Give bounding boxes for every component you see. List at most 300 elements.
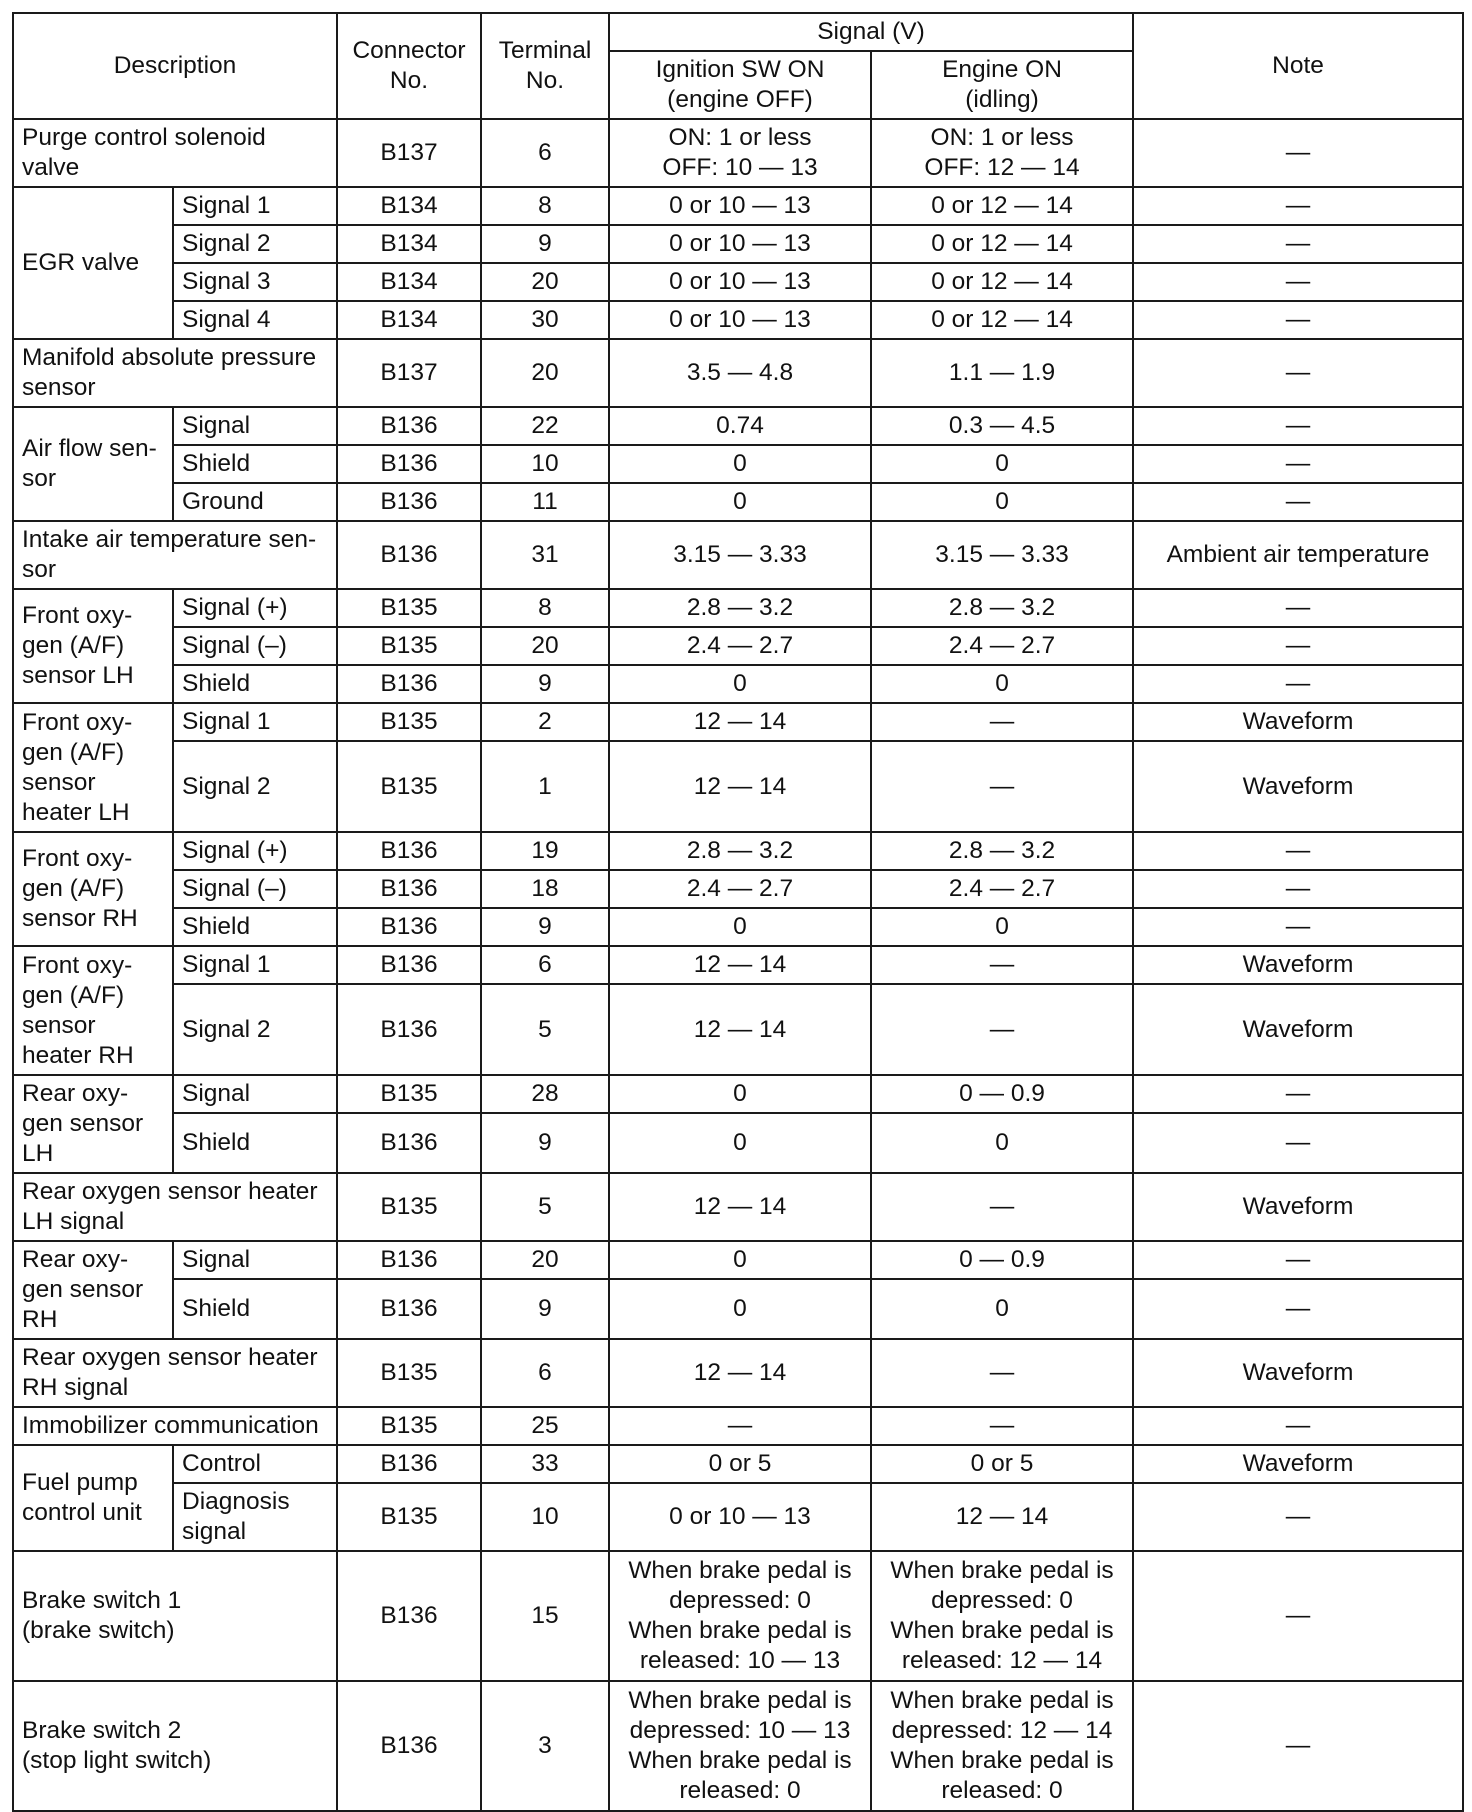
engine-on-cell-text: 0 or 12 — 14 [931,192,1073,219]
header-description: Description [13,13,337,119]
connector-cell [337,521,481,589]
sub-description-cell [173,187,337,225]
sub-description-cell [173,665,337,703]
engine-on-cell [871,1279,1133,1339]
note-cell [1133,1279,1463,1339]
connector-cell [337,870,481,908]
terminal-cell-text: 9 [538,670,552,697]
sub-description-cell [173,1241,337,1279]
ignition-on-cell [609,870,871,908]
ignition-on-cell [609,187,871,225]
connector-cell-text: B136 [380,1295,438,1322]
description-cell-text: EGR valve [22,249,140,276]
engine-on-cell-text: — [989,708,1015,735]
connector-cell [337,908,481,946]
sub-description-cell-text: Control [182,1450,261,1477]
ignition-on-cell-text: 0 [733,450,747,477]
description-cell [13,1681,337,1811]
table-header [13,13,1463,119]
note-cell [1133,665,1463,703]
terminal-cell-text: 33 [531,1450,559,1477]
table-row [13,1173,1463,1241]
ignition-on-cell [609,703,871,741]
connector-cell [337,1173,481,1241]
description-cell-text: Immobilizer communication [22,1412,319,1439]
sub-description-cell [173,1279,337,1339]
ignition-on-cell [609,741,871,832]
ignition-on-cell [609,263,871,301]
note-cell [1133,301,1463,339]
sub-description-cell-text: Shield [182,1129,251,1156]
sub-description-cell-text: Ground [182,488,264,515]
ignition-on-cell [609,1075,871,1113]
note-cell [1133,908,1463,946]
ignition-on-cell-text: 0 [733,488,747,515]
note-cell-text: — [1285,875,1311,902]
terminal-cell [481,1407,609,1445]
description-cell [13,589,173,703]
table-row [13,445,1463,483]
connector-cell [337,187,481,225]
note-cell-text: Waveform [1242,1015,1354,1043]
ignition-on-cell-text: 3.5 — 4.8 [686,359,794,386]
note-cell-text: Waveform [1242,708,1354,735]
terminal-cell [481,339,609,407]
table-row [13,119,1463,187]
sub-description-cell [173,870,337,908]
ignition-on-cell [609,225,871,263]
sub-description-cell [173,483,337,521]
ignition-on-cell [609,832,871,870]
terminal-cell-text: 10 [531,1503,559,1530]
connector-cell [337,627,481,665]
sub-description-cell-text: Signal 1 [182,192,271,219]
ignition-on-cell-text: 12 — 14 [693,772,787,800]
engine-on-cell-text: 2.8 — 3.2 [948,594,1056,621]
engine-on-cell-text: 0 or 5 [970,1450,1034,1477]
engine-on-cell-text: 2.8 — 3.2 [948,837,1056,864]
note-cell-text: — [1285,359,1311,386]
connector-cell [337,119,481,187]
terminal-cell [481,589,609,627]
note-cell-text: — [1285,594,1311,621]
ignition-on-cell-text: 0 or 10 — 13 [669,192,811,219]
description-cell [13,832,173,946]
terminal-cell [481,445,609,483]
engine-on-cell [871,1113,1133,1173]
sub-description-cell [173,1445,337,1483]
engine-on-cell [871,1173,1133,1241]
engine-on-cell-text: 0 [995,488,1009,515]
terminal-cell [481,119,609,187]
connector-cell-text: B135 [380,1503,438,1530]
terminal-cell-text: 1 [538,772,552,800]
note-cell-text: — [1285,192,1311,219]
engine-on-cell-text: — [989,772,1015,800]
sub-description-cell-text: Shield [182,450,251,477]
note-cell-text: — [1285,1503,1311,1530]
note-cell [1133,1483,1463,1551]
ignition-on-cell-text: 12 — 14 [693,1193,787,1220]
connector-cell-text: B135 [380,594,438,621]
table-row [13,1113,1463,1173]
connector-cell-text: B136 [380,1129,438,1156]
engine-on-cell-text: 0 — 0.9 [959,1080,1045,1107]
terminal-cell-text: 10 [531,450,559,477]
description-cell [13,187,173,339]
connector-cell [337,946,481,984]
engine-on-cell [871,741,1133,832]
sub-description-cell-text: Signal 1 [182,951,271,978]
description-cell-text: Brake switch 1 (brake switch) [22,1587,182,1644]
ignition-on-cell-text: 0 or 10 — 13 [669,268,811,295]
note-cell-text: — [1285,1295,1311,1322]
ignition-on-cell-text: 2.8 — 3.2 [686,837,794,864]
connector-cell-text: B137 [380,359,438,386]
connector-cell [337,1407,481,1445]
description-cell-text: Front oxy- gen (A/F) sensor LH [22,602,134,689]
note-cell-text: Waveform [1242,1450,1354,1477]
terminal-cell-text: 3 [538,1732,552,1759]
sub-description-cell [173,703,337,741]
terminal-cell [481,703,609,741]
sub-description-cell [173,1075,337,1113]
sub-description-cell-text: Signal 1 [182,708,271,735]
terminal-cell [481,1279,609,1339]
note-cell [1133,870,1463,908]
engine-on-cell-text: 0 — 0.9 [959,1246,1045,1273]
engine-on-cell-text: 0 [995,670,1009,697]
terminal-cell-text: 18 [531,875,559,902]
connector-cell-text: B135 [380,632,438,659]
table-row [13,1483,1463,1551]
engine-on-cell-text: 0 or 12 — 14 [931,268,1073,295]
engine-on-cell [871,1445,1133,1483]
description-cell [13,1339,337,1407]
description-cell-text: Rear oxy- gen sensor RH [22,1246,144,1333]
sub-description-cell [173,445,337,483]
header-note: Note [1133,13,1463,119]
description-cell-text: Brake switch 2 (stop light switch) [22,1717,212,1774]
terminal-cell [481,832,609,870]
ignition-on-cell-text: 2.8 — 3.2 [686,594,794,621]
engine-on-cell-text: — [989,1412,1015,1439]
note-cell [1133,483,1463,521]
description-cell [13,119,337,187]
note-cell-text: — [1285,1412,1311,1439]
terminal-cell-text: 9 [538,913,552,940]
table-row [13,703,1463,741]
description-cell [13,1173,337,1241]
table-row [13,407,1463,445]
description-cell [13,1551,337,1681]
connector-cell [337,832,481,870]
engine-on-cell [871,1241,1133,1279]
terminal-cell-text: 20 [531,632,559,659]
note-cell-text: — [1285,139,1311,166]
terminal-cell [481,1339,609,1407]
connector-cell [337,301,481,339]
terminal-cell-text: 22 [531,412,559,439]
engine-on-cell [871,1551,1133,1681]
note-cell-text: Waveform [1242,1359,1354,1386]
header-connector: Connector No. [337,13,481,119]
sub-description-cell-text: Shield [182,913,251,940]
sub-description-cell-text: Shield [182,670,251,697]
table-row [13,1339,1463,1407]
terminal-cell [481,483,609,521]
connector-cell [337,1279,481,1339]
note-cell [1133,225,1463,263]
connector-cell [337,1113,481,1173]
note-cell [1133,1551,1463,1681]
terminal-cell [481,1075,609,1113]
connector-cell-text: B136 [380,412,438,439]
engine-on-cell [871,187,1133,225]
engine-on-cell-text: 1.1 — 1.9 [948,359,1056,386]
connector-cell [337,984,481,1075]
sub-description-cell-text: Signal 2 [182,772,271,800]
connector-cell-text: B135 [380,1080,438,1107]
sub-description-cell-text: Signal [182,1080,251,1107]
table-row [13,187,1463,225]
ignition-on-cell [609,407,871,445]
terminal-cell [481,1113,609,1173]
sub-description-cell [173,407,337,445]
note-cell [1133,1681,1463,1811]
ignition-on-cell-text: 0.74 [716,412,764,439]
connector-cell [337,1483,481,1551]
sub-description-cell [173,908,337,946]
ignition-on-cell [609,1279,871,1339]
description-cell-text: Front oxy- gen (A/F) sensor RH [22,845,138,932]
sub-description-cell-text: Signal 4 [182,306,271,333]
engine-on-cell [871,301,1133,339]
ignition-on-cell [609,1445,871,1483]
ignition-on-cell [609,483,871,521]
sub-description-cell [173,301,337,339]
sub-description-cell-text: Signal (+) [182,594,288,621]
ignition-on-cell [609,1551,871,1681]
connector-cell-text: B136 [380,450,438,477]
ignition-on-cell-text: — [727,1412,753,1439]
header-signal-group: Signal (V) [609,13,1133,51]
note-cell-text: — [1285,450,1311,477]
table-body [13,119,1463,1811]
connector-cell [337,589,481,627]
sub-description-cell-text: Signal 2 [182,230,271,257]
terminal-cell [481,665,609,703]
engine-on-cell [871,870,1133,908]
engine-on-cell-text: When brake pedal is depressed: 0 When brake pedal is released: 12 — 14 [890,1557,1114,1674]
ignition-on-cell [609,1241,871,1279]
connector-cell [337,263,481,301]
terminal-cell [481,521,609,589]
connector-cell [337,1339,481,1407]
sub-description-cell [173,627,337,665]
ignition-on-cell-text: 2.4 — 2.7 [686,875,794,902]
connector-cell-text: B135 [380,1193,438,1220]
connector-cell-text: B136 [380,913,438,940]
connector-cell-text: B136 [380,1246,438,1273]
note-cell-text: — [1285,1732,1311,1759]
ignition-on-cell-text: 12 — 14 [693,951,787,978]
terminal-cell [481,263,609,301]
table-row [13,483,1463,521]
description-cell [13,339,337,407]
note-cell [1133,984,1463,1075]
terminal-cell-text: 30 [531,306,559,333]
connector-cell-text: B135 [380,772,438,800]
engine-on-cell-text: — [989,1015,1015,1043]
table-row [13,1241,1463,1279]
connector-cell-text: B137 [380,139,438,166]
sub-description-cell [173,263,337,301]
note-cell-text: — [1285,306,1311,333]
note-cell [1133,1075,1463,1113]
connector-cell-text: B134 [380,306,438,333]
sub-description-cell [173,225,337,263]
sub-description-cell-text: Signal [182,1246,251,1273]
signal-spec-sheet [12,12,1464,1812]
engine-on-cell-text: 0 or 12 — 14 [931,230,1073,257]
table-row [13,1681,1463,1811]
terminal-cell [481,1173,609,1241]
ignition-on-cell-text: When brake pedal is depressed: 10 — 13 When brake pedal is released: 0 [628,1687,852,1804]
note-cell-text: Waveform [1242,951,1354,978]
table-row [13,665,1463,703]
engine-on-cell [871,263,1133,301]
sub-description-cell-text: Shield [182,1295,251,1322]
note-cell-text: Ambient air temperature [1166,541,1430,568]
note-cell-text: — [1285,1246,1311,1273]
connector-cell-text: B136 [380,875,438,902]
table-row [13,832,1463,870]
sub-description-cell-text: Signal [182,412,251,439]
note-cell [1133,1241,1463,1279]
connector-cell-text: B136 [380,1015,438,1043]
terminal-cell-text: 8 [538,594,552,621]
table-row [13,908,1463,946]
note-cell [1133,832,1463,870]
ignition-on-cell-text: 0 or 10 — 13 [669,230,811,257]
ignition-on-cell [609,1483,871,1551]
note-cell [1133,946,1463,984]
header-terminal: Terminal No. [481,13,609,119]
engine-on-cell-text: 0 [995,913,1009,940]
engine-on-cell [871,483,1133,521]
engine-on-cell [871,703,1133,741]
ignition-on-cell [609,339,871,407]
terminal-cell [481,908,609,946]
note-cell [1133,263,1463,301]
table-row [13,225,1463,263]
table-row [13,521,1463,589]
engine-on-cell-text: 2.4 — 2.7 [948,875,1056,902]
ignition-on-cell [609,984,871,1075]
terminal-cell [481,870,609,908]
connector-cell-text: B136 [380,951,438,978]
note-cell-text: — [1285,632,1311,659]
note-cell-text: Waveform [1242,772,1354,800]
engine-on-cell-text: 3.15 — 3.33 [935,541,1069,568]
ignition-on-cell-text: ON: 1 or less OFF: 10 — 13 [662,124,818,181]
ignition-on-cell [609,445,871,483]
sub-description-cell [173,741,337,832]
connector-cell [337,741,481,832]
engine-on-cell [871,984,1133,1075]
terminal-cell-text: 6 [538,1359,552,1386]
ignition-on-cell [609,1681,871,1811]
connector-cell-text: B135 [380,708,438,735]
ignition-on-cell-text: 0 [733,1295,747,1322]
terminal-cell-text: 8 [538,192,552,219]
note-cell [1133,741,1463,832]
terminal-cell-text: 28 [531,1080,559,1107]
ignition-on-cell [609,1173,871,1241]
engine-on-cell [871,1681,1133,1811]
sub-description-cell [173,1483,337,1551]
table-row [13,946,1463,984]
description-cell [13,946,173,1075]
sub-description-cell [173,589,337,627]
note-cell [1133,339,1463,407]
connector-cell-text: B136 [380,1732,438,1759]
description-cell-text: Air flow sen- sor [22,435,157,492]
engine-on-cell [871,407,1133,445]
note-cell-text: — [1285,1602,1311,1629]
ignition-on-cell [609,1113,871,1173]
table-row [13,1551,1463,1681]
table-row [13,741,1463,832]
engine-on-cell [871,589,1133,627]
terminal-cell [481,741,609,832]
ignition-on-cell-text: 2.4 — 2.7 [686,632,794,659]
note-cell-text: — [1285,1129,1311,1156]
note-cell [1133,1339,1463,1407]
description-cell-text: Front oxy- gen (A/F) sensor heater LH [22,708,133,826]
description-cell [13,521,337,589]
ignition-on-cell [609,627,871,665]
note-cell-text: — [1285,488,1311,515]
connector-cell-text: B136 [380,1602,438,1629]
terminal-cell [481,1551,609,1681]
ignition-on-cell [609,119,871,187]
table-row [13,1445,1463,1483]
note-cell-text: — [1285,230,1311,257]
connector-cell [337,1681,481,1811]
terminal-cell-text: 15 [531,1602,559,1629]
table-row [13,1407,1463,1445]
description-cell-text: Front oxy- gen (A/F) sensor heater RH [22,951,134,1069]
table-row [13,1075,1463,1113]
terminal-cell [481,1445,609,1483]
connector-cell-text: B136 [380,541,438,568]
ignition-on-cell-text: 0 [733,913,747,940]
engine-on-cell [871,521,1133,589]
ignition-on-cell [609,521,871,589]
terminal-cell-text: 31 [531,541,559,568]
note-cell [1133,1173,1463,1241]
description-cell [13,407,173,521]
table-row [13,627,1463,665]
ignition-on-cell [609,946,871,984]
terminal-cell [481,301,609,339]
engine-on-cell [871,225,1133,263]
engine-on-cell [871,1075,1133,1113]
note-cell [1133,187,1463,225]
engine-on-cell-text: When brake pedal is depressed: 12 — 14 When brake pedal is released: 0 [890,1687,1114,1804]
